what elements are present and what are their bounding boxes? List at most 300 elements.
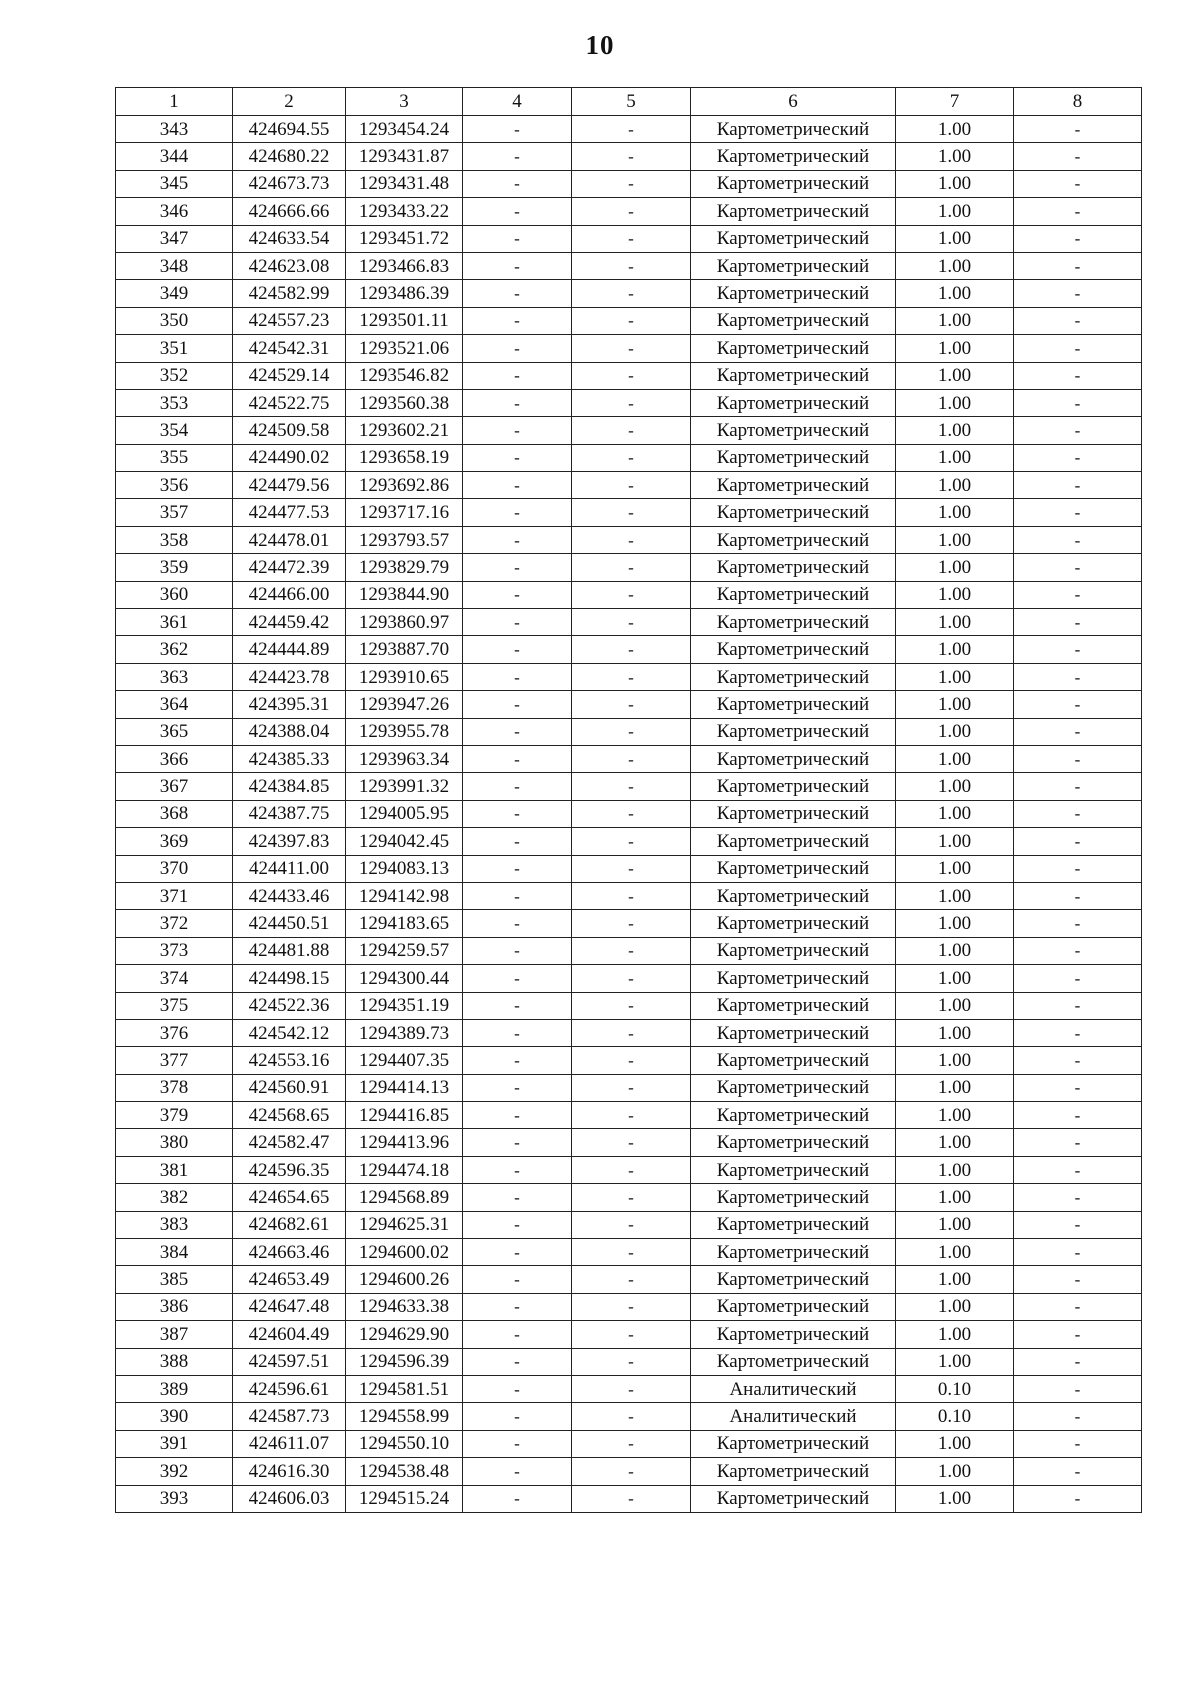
column-4-cell: - [463,252,572,279]
column-4-cell: - [463,910,572,937]
method-cell: Картометрический [691,581,896,608]
method-cell: Картометрический [691,1239,896,1266]
table-row [116,1184,1142,1211]
x-coordinate-cell: 424616.30 [233,1458,346,1485]
accuracy-cell: 1.00 [896,143,1014,170]
table-row [116,718,1142,745]
column-8-cell: - [1014,1047,1142,1074]
column-8-cell: - [1014,691,1142,718]
x-coordinate-cell: 424694.55 [233,116,346,143]
column-4-cell: - [463,1211,572,1238]
column-5-cell: - [572,1184,691,1211]
method-cell: Картометрический [691,307,896,334]
column-5-cell: - [572,1211,691,1238]
y-coordinate-cell: 1293793.57 [346,526,463,553]
point-number-cell: 349 [116,280,233,307]
y-coordinate-cell: 1294407.35 [346,1047,463,1074]
point-number-cell: 373 [116,937,233,964]
point-number-cell: 382 [116,1184,233,1211]
table-row [116,828,1142,855]
table-row [116,1321,1142,1348]
x-coordinate-cell: 424557.23 [233,307,346,334]
point-number-cell: 357 [116,499,233,526]
accuracy-cell: 1.00 [896,609,1014,636]
y-coordinate-cell: 1293602.21 [346,417,463,444]
point-number-cell: 365 [116,718,233,745]
table-row [116,1211,1142,1238]
column-5-cell: - [572,472,691,499]
table-header-row [116,88,1142,116]
column-4-cell: - [463,745,572,772]
point-number-cell: 344 [116,143,233,170]
column-8-cell: - [1014,499,1142,526]
table-row [116,116,1142,143]
column-4-cell: - [463,773,572,800]
y-coordinate-cell: 1293844.90 [346,581,463,608]
accuracy-cell: 1.00 [896,335,1014,362]
y-coordinate-cell: 1293466.83 [346,252,463,279]
accuracy-cell: 1.00 [896,362,1014,389]
column-4-cell: - [463,636,572,663]
point-number-cell: 380 [116,1129,233,1156]
accuracy-cell: 1.00 [896,581,1014,608]
column-4-cell: - [463,691,572,718]
accuracy-cell: 1.00 [896,1211,1014,1238]
accuracy-cell: 1.00 [896,992,1014,1019]
x-coordinate-cell: 424395.31 [233,691,346,718]
column-8-cell: - [1014,116,1142,143]
method-cell: Картометрический [691,636,896,663]
method-cell: Картометрический [691,1019,896,1046]
table-row [116,800,1142,827]
point-number-cell: 369 [116,828,233,855]
x-coordinate-cell: 424411.00 [233,855,346,882]
point-number-cell: 389 [116,1375,233,1402]
x-coordinate-cell: 424542.12 [233,1019,346,1046]
y-coordinate-cell: 1294005.95 [346,800,463,827]
column-8-cell: - [1014,965,1142,992]
y-coordinate-cell: 1293451.72 [346,225,463,252]
column-4-cell: - [463,1375,572,1402]
y-coordinate-cell: 1293546.82 [346,362,463,389]
method-cell: Картометрический [691,526,896,553]
y-coordinate-cell: 1294558.99 [346,1403,463,1430]
column-4-cell: - [463,198,572,225]
point-number-cell: 371 [116,882,233,909]
table-row [116,1266,1142,1293]
table-row [116,965,1142,992]
y-coordinate-cell: 1294625.31 [346,1211,463,1238]
x-coordinate-cell: 424553.16 [233,1047,346,1074]
column-4-cell: - [463,472,572,499]
table-row [116,143,1142,170]
column-5-cell: - [572,1102,691,1129]
column-4-cell: - [463,1458,572,1485]
column-8-cell: - [1014,554,1142,581]
column-8-cell: - [1014,1321,1142,1348]
y-coordinate-cell: 1294083.13 [346,855,463,882]
column-5-cell: - [572,1375,691,1402]
table-row [116,1348,1142,1375]
method-cell: Картометрический [691,444,896,471]
column-5-cell: - [572,773,691,800]
column-5-cell: - [572,1239,691,1266]
column-5-cell: - [572,444,691,471]
column-8-cell: - [1014,1375,1142,1402]
table-row [116,198,1142,225]
column-4-cell: - [463,1129,572,1156]
column-8-cell: - [1014,307,1142,334]
method-cell: Картометрический [691,1129,896,1156]
method-cell: Картометрический [691,773,896,800]
column-5-cell: - [572,116,691,143]
x-coordinate-cell: 424653.49 [233,1266,346,1293]
column-4-cell: - [463,554,572,581]
column-4-cell: - [463,1019,572,1046]
accuracy-cell: 1.00 [896,170,1014,197]
column-header: 8 [1014,88,1142,116]
accuracy-cell: 1.00 [896,745,1014,772]
accuracy-cell: 1.00 [896,307,1014,334]
point-number-cell: 363 [116,663,233,690]
column-4-cell: - [463,882,572,909]
column-5-cell: - [572,198,691,225]
table-row [116,472,1142,499]
accuracy-cell: 1.00 [896,691,1014,718]
column-4-cell: - [463,937,572,964]
y-coordinate-cell: 1293560.38 [346,389,463,416]
point-number-cell: 362 [116,636,233,663]
method-cell: Картометрический [691,389,896,416]
table-row [116,1019,1142,1046]
x-coordinate-cell: 424490.02 [233,444,346,471]
x-coordinate-cell: 424604.49 [233,1321,346,1348]
point-number-cell: 391 [116,1430,233,1457]
column-8-cell: - [1014,526,1142,553]
y-coordinate-cell: 1294259.57 [346,937,463,964]
column-4-cell: - [463,143,572,170]
y-coordinate-cell: 1294351.19 [346,992,463,1019]
accuracy-cell: 0.10 [896,1403,1014,1430]
table-row [116,1458,1142,1485]
table-row [116,1156,1142,1183]
table-row [116,1375,1142,1402]
x-coordinate-cell: 424606.03 [233,1485,346,1512]
method-cell: Картометрический [691,252,896,279]
y-coordinate-cell: 1294581.51 [346,1375,463,1402]
accuracy-cell: 1.00 [896,718,1014,745]
method-cell: Картометрический [691,1074,896,1101]
x-coordinate-cell: 424587.73 [233,1403,346,1430]
point-number-cell: 379 [116,1102,233,1129]
table-row [116,1047,1142,1074]
column-4-cell: - [463,170,572,197]
column-5-cell: - [572,828,691,855]
x-coordinate-cell: 424387.75 [233,800,346,827]
accuracy-cell: 1.00 [896,855,1014,882]
column-8-cell: - [1014,1074,1142,1101]
column-4-cell: - [463,499,572,526]
point-number-cell: 392 [116,1458,233,1485]
x-coordinate-cell: 424479.56 [233,472,346,499]
method-cell: Картометрический [691,691,896,718]
method-cell: Картометрический [691,472,896,499]
accuracy-cell: 1.00 [896,1019,1014,1046]
accuracy-cell: 1.00 [896,417,1014,444]
column-4-cell: - [463,1074,572,1101]
point-number-cell: 376 [116,1019,233,1046]
table-row [116,745,1142,772]
accuracy-cell: 1.00 [896,1102,1014,1129]
x-coordinate-cell: 424477.53 [233,499,346,526]
table-row [116,362,1142,389]
column-8-cell: - [1014,472,1142,499]
method-cell: Картометрический [691,143,896,170]
y-coordinate-cell: 1293991.32 [346,773,463,800]
accuracy-cell: 1.00 [896,444,1014,471]
column-5-cell: - [572,663,691,690]
accuracy-cell: 1.00 [896,1458,1014,1485]
table-row [116,937,1142,964]
point-number-cell: 353 [116,389,233,416]
table-row [116,526,1142,553]
method-cell: Картометрический [691,362,896,389]
method-cell: Картометрический [691,1266,896,1293]
column-5-cell: - [572,554,691,581]
point-number-cell: 364 [116,691,233,718]
column-5-cell: - [572,225,691,252]
column-4-cell: - [463,225,572,252]
column-4-cell: - [463,389,572,416]
page-number: 10 [585,30,615,60]
method-cell: Картометрический [691,882,896,909]
point-number-cell: 387 [116,1321,233,1348]
x-coordinate-cell: 424673.73 [233,170,346,197]
accuracy-cell: 1.00 [896,1321,1014,1348]
y-coordinate-cell: 1293433.22 [346,198,463,225]
column-5-cell: - [572,1266,691,1293]
column-8-cell: - [1014,170,1142,197]
method-cell: Картометрический [691,1184,896,1211]
method-cell: Картометрический [691,170,896,197]
table-row [116,663,1142,690]
column-4-cell: - [463,1321,572,1348]
accuracy-cell: 1.00 [896,116,1014,143]
x-coordinate-cell: 424433.46 [233,882,346,909]
y-coordinate-cell: 1294474.18 [346,1156,463,1183]
x-coordinate-cell: 424623.08 [233,252,346,279]
x-coordinate-cell: 424597.51 [233,1348,346,1375]
y-coordinate-cell: 1293658.19 [346,444,463,471]
y-coordinate-cell: 1293501.11 [346,307,463,334]
table-row [116,609,1142,636]
point-number-cell: 386 [116,1293,233,1320]
column-5-cell: - [572,910,691,937]
column-8-cell: - [1014,663,1142,690]
column-5-cell: - [572,636,691,663]
method-cell: Аналитический [691,1375,896,1402]
column-4-cell: - [463,1293,572,1320]
table-row [116,252,1142,279]
y-coordinate-cell: 1294413.96 [346,1129,463,1156]
column-4-cell: - [463,992,572,1019]
x-coordinate-cell: 424647.48 [233,1293,346,1320]
x-coordinate-cell: 424560.91 [233,1074,346,1101]
y-coordinate-cell: 1294042.45 [346,828,463,855]
y-coordinate-cell: 1294550.10 [346,1430,463,1457]
accuracy-cell: 1.00 [896,252,1014,279]
x-coordinate-cell: 424654.65 [233,1184,346,1211]
x-coordinate-cell: 424596.35 [233,1156,346,1183]
x-coordinate-cell: 424529.14 [233,362,346,389]
column-8-cell: - [1014,1293,1142,1320]
accuracy-cell: 1.00 [896,1129,1014,1156]
x-coordinate-cell: 424384.85 [233,773,346,800]
column-5-cell: - [572,1403,691,1430]
point-number-cell: 367 [116,773,233,800]
point-number-cell: 366 [116,745,233,772]
column-8-cell: - [1014,143,1142,170]
point-number-cell: 375 [116,992,233,1019]
method-cell: Картометрический [691,499,896,526]
column-5-cell: - [572,1129,691,1156]
point-number-cell: 360 [116,581,233,608]
y-coordinate-cell: 1294629.90 [346,1321,463,1348]
column-header: 4 [463,88,572,116]
column-8-cell: - [1014,1348,1142,1375]
y-coordinate-cell: 1293717.16 [346,499,463,526]
column-4-cell: - [463,1403,572,1430]
column-header: 6 [691,88,896,116]
column-4-cell: - [463,417,572,444]
table-row [116,992,1142,1019]
x-coordinate-cell: 424472.39 [233,554,346,581]
accuracy-cell: 1.00 [896,828,1014,855]
column-8-cell: - [1014,718,1142,745]
point-number-cell: 390 [116,1403,233,1430]
x-coordinate-cell: 424666.66 [233,198,346,225]
method-cell: Картометрический [691,1102,896,1129]
column-5-cell: - [572,1074,691,1101]
accuracy-cell: 1.00 [896,1430,1014,1457]
column-4-cell: - [463,965,572,992]
column-5-cell: - [572,1485,691,1512]
method-cell: Картометрический [691,1047,896,1074]
method-cell: Картометрический [691,1485,896,1512]
table-row [116,882,1142,909]
method-cell: Картометрический [691,280,896,307]
method-cell: Картометрический [691,116,896,143]
method-cell: Картометрический [691,335,896,362]
column-5-cell: - [572,581,691,608]
column-5-cell: - [572,1430,691,1457]
method-cell: Картометрический [691,609,896,636]
y-coordinate-cell: 1293692.86 [346,472,463,499]
y-coordinate-cell: 1294142.98 [346,882,463,909]
y-coordinate-cell: 1294416.85 [346,1102,463,1129]
column-8-cell: - [1014,444,1142,471]
method-cell: Картометрический [691,965,896,992]
table-row [116,1129,1142,1156]
column-8-cell: - [1014,1403,1142,1430]
column-header: 5 [572,88,691,116]
y-coordinate-cell: 1294633.38 [346,1293,463,1320]
column-4-cell: - [463,800,572,827]
accuracy-cell: 1.00 [896,526,1014,553]
method-cell: Картометрический [691,718,896,745]
y-coordinate-cell: 1294389.73 [346,1019,463,1046]
x-coordinate-cell: 424682.61 [233,1211,346,1238]
column-4-cell: - [463,1239,572,1266]
method-cell: Картометрический [691,828,896,855]
column-4-cell: - [463,444,572,471]
column-header: 1 [116,88,233,116]
column-4-cell: - [463,855,572,882]
table-row [116,1485,1142,1512]
table-row [116,1239,1142,1266]
y-coordinate-cell: 1293955.78 [346,718,463,745]
x-coordinate-cell: 424459.42 [233,609,346,636]
point-number-cell: 374 [116,965,233,992]
point-number-cell: 372 [116,910,233,937]
table-row [116,910,1142,937]
column-4-cell: - [463,1266,572,1293]
column-5-cell: - [572,143,691,170]
x-coordinate-cell: 424385.33 [233,745,346,772]
x-coordinate-cell: 424388.04 [233,718,346,745]
method-cell: Картометрический [691,1156,896,1183]
column-5-cell: - [572,389,691,416]
column-4-cell: - [463,362,572,389]
y-coordinate-cell: 1294300.44 [346,965,463,992]
column-8-cell: - [1014,1102,1142,1129]
column-header: 7 [896,88,1014,116]
x-coordinate-cell: 424444.89 [233,636,346,663]
column-5-cell: - [572,691,691,718]
method-cell: Картометрический [691,1211,896,1238]
column-4-cell: - [463,718,572,745]
method-cell: Картометрический [691,800,896,827]
column-5-cell: - [572,1019,691,1046]
x-coordinate-cell: 424522.36 [233,992,346,1019]
y-coordinate-cell: 1294600.02 [346,1239,463,1266]
column-8-cell: - [1014,1156,1142,1183]
method-cell: Картометрический [691,1348,896,1375]
x-coordinate-cell: 424542.31 [233,335,346,362]
y-coordinate-cell: 1293486.39 [346,280,463,307]
x-coordinate-cell: 424582.47 [233,1129,346,1156]
method-cell: Картометрический [691,554,896,581]
column-8-cell: - [1014,1129,1142,1156]
accuracy-cell: 0.10 [896,1375,1014,1402]
x-coordinate-cell: 424423.78 [233,663,346,690]
y-coordinate-cell: 1293431.48 [346,170,463,197]
method-cell: Картометрический [691,1458,896,1485]
table-row [116,1074,1142,1101]
point-number-cell: 347 [116,225,233,252]
table-row [116,554,1142,581]
column-4-cell: - [463,1102,572,1129]
accuracy-cell: 1.00 [896,882,1014,909]
y-coordinate-cell: 1293454.24 [346,116,463,143]
column-5-cell: - [572,499,691,526]
column-8-cell: - [1014,773,1142,800]
column-8-cell: - [1014,335,1142,362]
method-cell: Картометрический [691,910,896,937]
x-coordinate-cell: 424611.07 [233,1430,346,1457]
table-row [116,335,1142,362]
column-8-cell: - [1014,417,1142,444]
